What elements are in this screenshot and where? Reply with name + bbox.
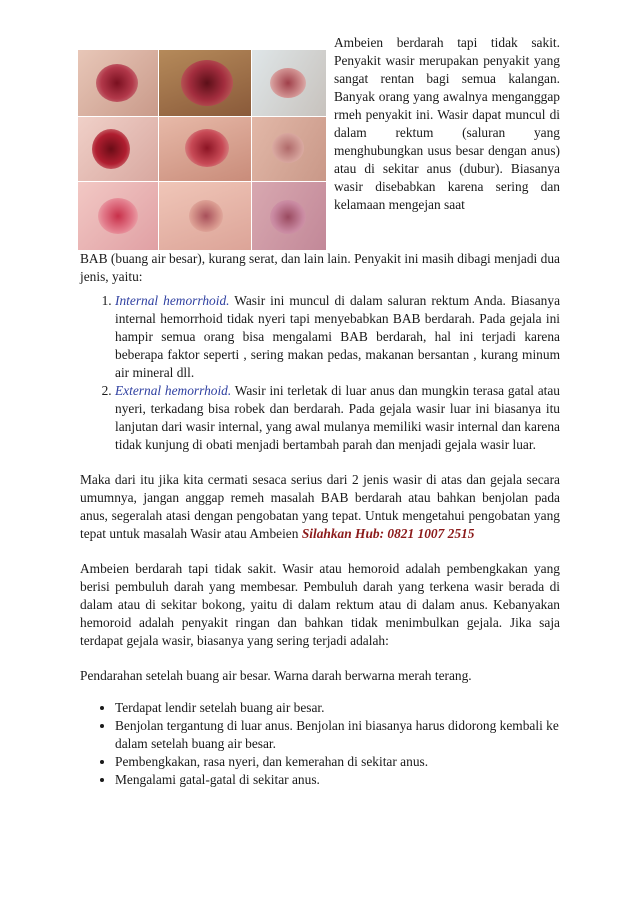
term-description: Wasir ini muncul di dalam saluran rektum Anda. Biasanya internal hemorrhoid tidak nyeri tapi menyebabkan BAB berdarah. Pada gejala ini hampir semua orang bisa mengalami BAB berdarah, hal ini terjadi karena beberapa faktor seperti , sering makan pedas, makanan bersantan , kurang minum air mineral dll.: [115, 293, 561, 380]
term-internal: Internal hemorrhoid.: [115, 293, 230, 308]
list-item: • Mengalami gatal-gatal di sekitar anus.: [115, 771, 560, 789]
photo-tile: [78, 182, 158, 250]
bleeding-paragraph: Pendarahan setelah buang air besar. Warna darah berwarna merah terang.: [80, 668, 472, 683]
definition-paragraph: Ambeien berdarah tapi tidak sakit. Wasir atau hemoroid adalah pembengkakan yang berisi pembuluh darah yang membesar. Pembuluh darah yang terkena wasir berada di dalam atau di sekitar bokong, yaitu di dalam rektum atau di dalam anus. Kebanyakan hemoroid adalah penyakit ringan dan bahkan tidak menimbulkan gejala. Jika saja terdapat gejala wasir, biasanya yang sering terjadi adalah:: [80, 561, 560, 648]
list-item: [115, 382, 560, 454]
photo-tile: [159, 50, 251, 116]
list-item: • Pembengkakan, rasa nyeri, dan kemerahan di sekitar anus.: [115, 753, 560, 771]
lesion-mark: [185, 129, 229, 167]
photo-tile: [159, 117, 251, 181]
lesion-mark: [98, 198, 138, 234]
lesion-mark: [92, 129, 130, 169]
conclusion-paragraph: [80, 471, 560, 543]
lesion-mark: [270, 200, 306, 234]
hemorrhoid-photo-collage: [78, 50, 326, 250]
conclusion-text: Maka dari itu jika kita cermati sesaca serius dari 2 jenis wasir di atas dan gejala secara umumnya, jangan anggap remeh masalah BAB berdarah atau bahkan benjolan pada anus, segeralah atasi dengan pengobatan yang tepat. Untuk mengetahui pengobatan yang tepat untuk masalah Wasir atau Ambeien: [80, 472, 560, 541]
photo-tile: [78, 117, 158, 181]
list-item: • Benjolan tergantung di luar anus. Benjolan ini biasanya harus didorong kembali ke dalam setelah buang air besar.: [115, 717, 560, 753]
hemorrhoid-types-list: [80, 292, 560, 454]
photo-tile: [252, 50, 326, 116]
term-description: Wasir ini terletak di luar anus dan mungkin terasa gatal atau nyeri, terkadang bisa robek dan berdarah. Pada gejala wasir luar ini biasanya itu lanjutan dari wasir internal, yang awal mulanya memiliki wasir internal dan karena tidak kunjung di obati menjadi bertambah parah dan menjadi gejala wasir luar.: [115, 383, 560, 452]
photo-tile: [159, 182, 251, 250]
list-item: • Terdapat lendir setelah buang air besar.: [115, 699, 560, 717]
lesion-mark: [270, 68, 306, 98]
lesion-mark: [189, 200, 223, 232]
intro-paragraph-wrapped: Ambeien berdarah tapi tidak sakit. Penyakit wasir merupakan penyakit yang sangat rentan bagi semua kalangan. Banyak orang yang awalnya menganggap rmeh penyakit ini. Wasir dapat muncul di dalam rektum (saluran yang menghubungkan usus besar dengan anus) atau di sekitar anus (dubur). Biasanya wasir disebabkan karena sering dan kelamaan mengejan saat: [334, 35, 560, 212]
contact-phone: Silahkan Hub: 0821 1007 2515: [301, 526, 475, 541]
photo-tile: [78, 50, 158, 116]
lesion-mark: [181, 60, 233, 106]
term-external: External hemorrhoid.: [115, 383, 232, 398]
lesion-mark: [96, 64, 138, 102]
document-page: [80, 34, 560, 789]
symptoms-list: [80, 699, 560, 789]
photo-tile: [252, 117, 326, 181]
intro-paragraph-continued: BAB (buang air besar), kurang serat, dan lain lain. Penyakit ini masih dibagi menjadi dua jenis, yaitu:: [80, 251, 560, 284]
list-item: [115, 292, 560, 382]
lesion-mark: [272, 133, 304, 163]
photo-tile: [252, 182, 326, 250]
